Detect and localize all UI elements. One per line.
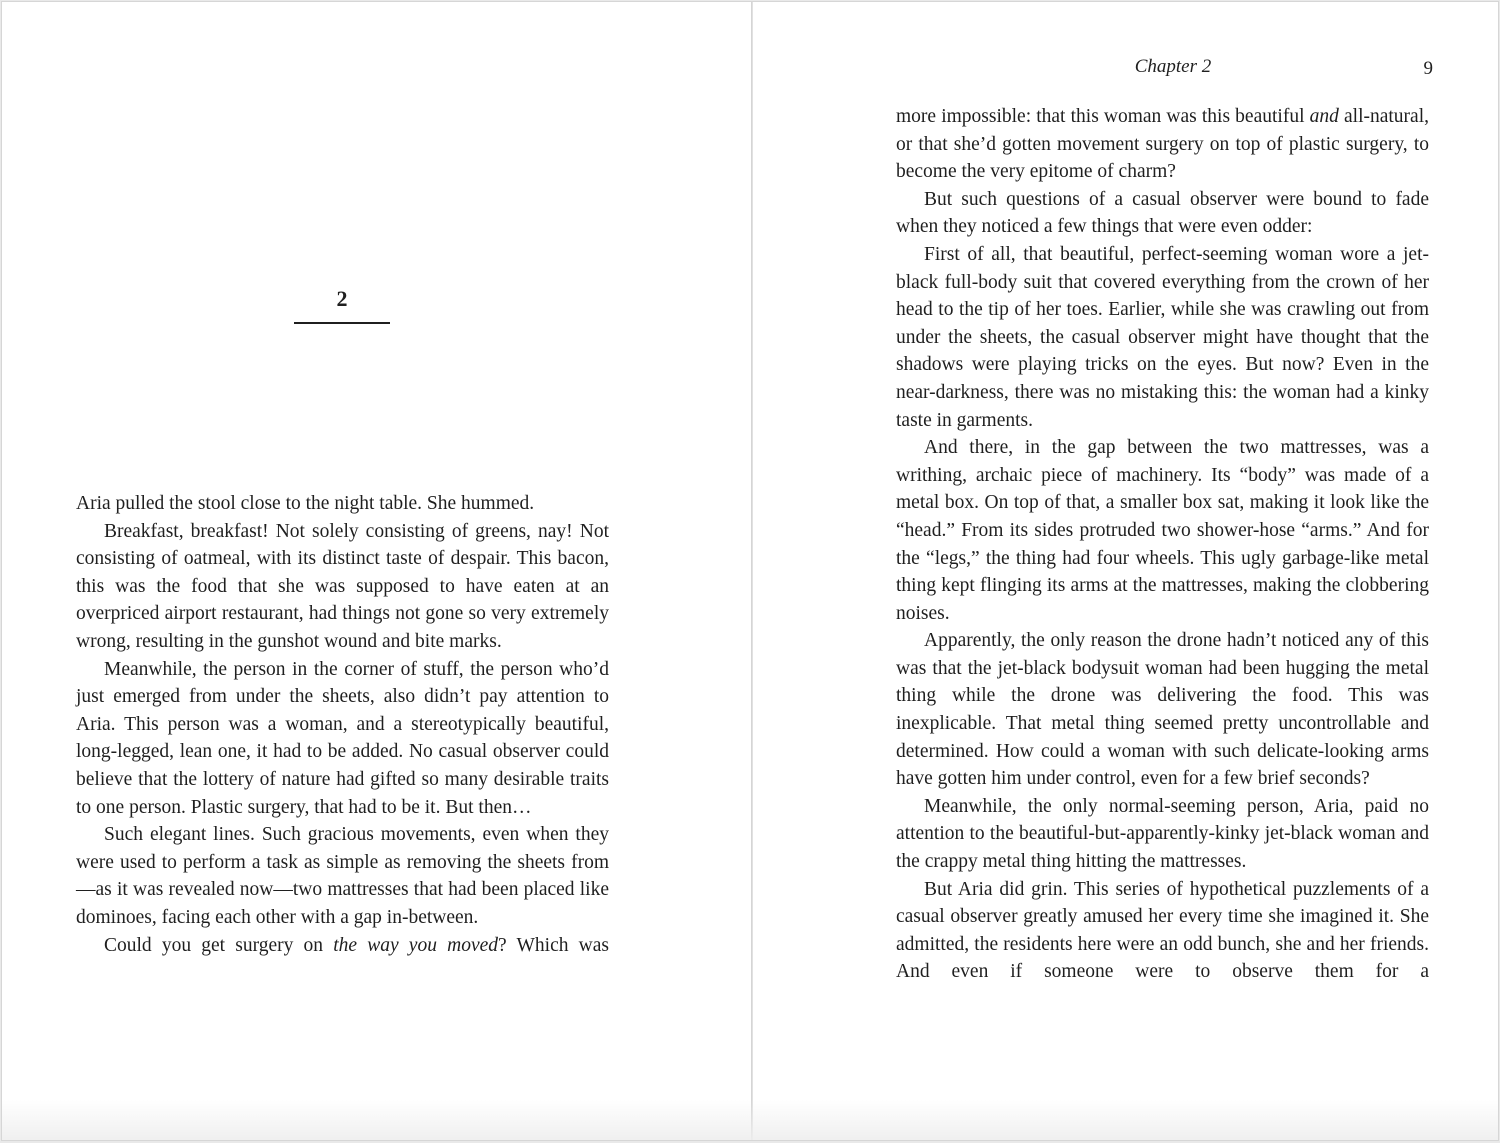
chapter-number: 2 <box>336 286 348 311</box>
paragraph: First of all, that beautiful, perfect-seeming woman wore a jet-black full-body suit that covered everything from the crown of her head to the tip of her toes. Earlier, while she was crawling out from under the sheets, the casual observer might have thought that the shadows were playing tricks on the eyes. But now? Even in the near-darkness, there was no mistaking this: the woman had a kinky taste in garments. <box>896 243 1429 431</box>
text-run: all-natural, or that she’d gotten movement surgery on top of plastic surgery, to become the very epitome of charm? <box>896 106 1429 183</box>
chapter-divider <box>294 322 390 324</box>
italic-text: and <box>1309 106 1339 127</box>
page-number: 9 <box>1423 58 1433 79</box>
right-body-text <box>896 103 1429 986</box>
left-body-text <box>76 490 609 959</box>
paragraph: Meanwhile, the person in the corner of stuff, the person who’d just emerged from under the sheets, also didn’t pay attention to Aria. This person was a woman, and a stereotypically beautiful, long-legged, lean one, it had to be added. No casual observer could believe that the lottery of nature had gifted so many desirable traits to one person. Plastic surgery, that had to be it. But then… <box>76 658 609 818</box>
text-run: more impossible: that this woman was this beautiful <box>896 106 1310 127</box>
running-title: Chapter 2 <box>1134 56 1212 77</box>
paragraph: But such questions of a casual observer were bound to fade when they noticed a few things that were even odder: <box>896 188 1429 238</box>
book-spread <box>1 1 1499 1141</box>
paragraph: Apparently, the only reason the drone hadn’t noticed any of this was that the jet-black bodysuit woman had been hugging the metal thing while the drone was delivering the food. This was inexplicable. That metal thing seemed pretty uncontrollable and determined. How could a woman with such delicate-looking arms have gotten him under control, even for a few brief seconds? <box>896 630 1429 790</box>
running-header <box>753 54 1499 80</box>
paragraph: Breakfast, breakfast! Not solely consisting of greens, nay! Not consisting of oatmeal, with its distinct taste of despair. This bacon, this was the food that she was supposed to have eaten at an overpriced airport restaurant, had things not gone so very extremely wrong, resulting in the gunshot wound and bite marks. <box>76 520 609 652</box>
text-run: ? Which was <box>498 934 609 956</box>
text-run: Could you get surgery on <box>104 934 334 956</box>
left-page[interactable] <box>2 2 752 1140</box>
right-page[interactable] <box>753 2 1499 1140</box>
paragraph <box>76 932 609 960</box>
paragraph: But Aria did grin. This series of hypothetical puzzlements of a casual observer greatly amused her every time she imagined it. She admitted, the residents here were an odd bunch, she and her friends. And even if someone were to observe them for a <box>896 878 1429 983</box>
page-bottom-shadow <box>2 1100 1498 1140</box>
paragraph: And there, in the gap between the two mattresses, was a writhing, archaic piece of machinery. Its “body” was made of a metal box. On top of that, a smaller box sat, making it look like the “head.” From its sides protruded two shower-hose “arms.” And for the “legs,” the thing had four wheels. This ugly garbage-like metal thing kept flinging its arms at the mattresses, making the clobbering noises. <box>896 437 1429 624</box>
paragraph: Aria pulled the stool close to the night table. She hummed. <box>76 493 535 514</box>
paragraph: Such elegant lines. Such gracious movements, even when they were used to perform a task as simple as removing the sheets from—as it was revealed now—two mattresses that had been placed like dominoes, facing each other with a gap in-between. <box>76 824 609 928</box>
italic-text: the way you moved <box>333 934 499 956</box>
paragraph <box>896 103 1429 186</box>
paragraph: Meanwhile, the only normal-seeming person, Aria, paid no attention to the beautiful-but-apparently-kinky jet-black woman and the crappy metal thing hitting the mattresses. <box>896 795 1429 873</box>
